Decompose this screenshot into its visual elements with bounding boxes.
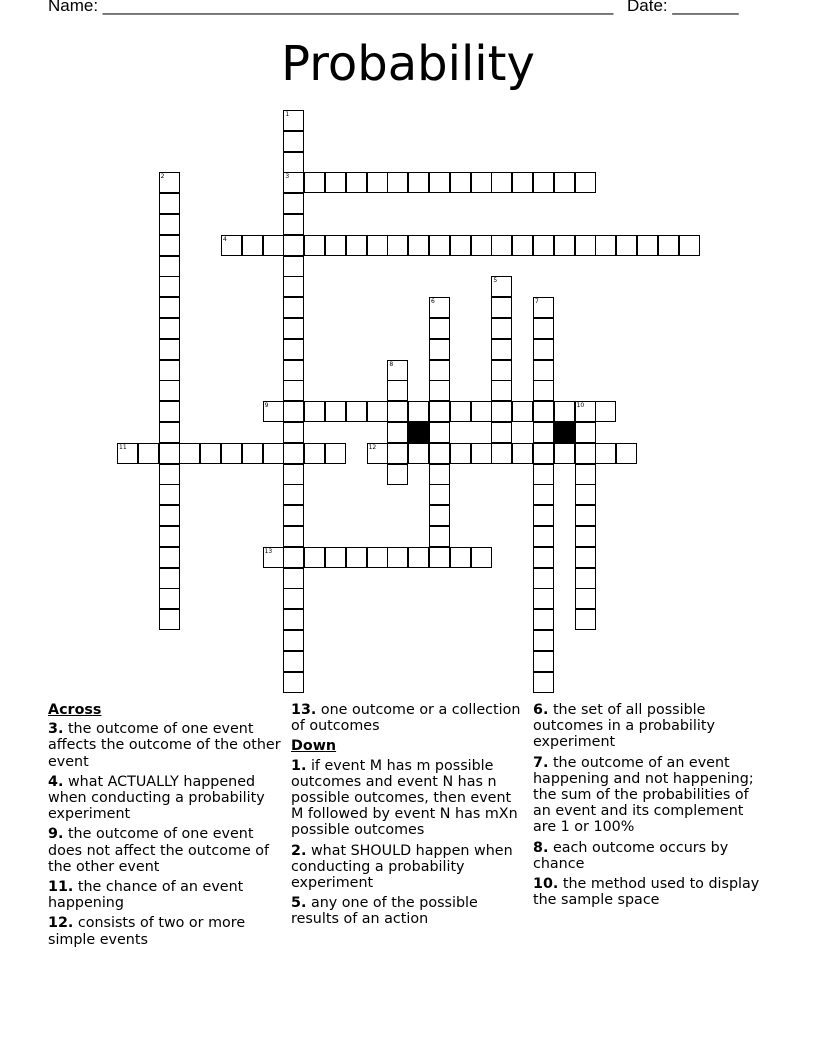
crossword-cell[interactable] — [283, 214, 304, 235]
clues-column-2 — [291, 702, 527, 932]
crossword-cell[interactable] — [283, 505, 304, 526]
crossword-cell[interactable] — [533, 651, 554, 672]
crossword-cell[interactable] — [533, 547, 554, 568]
crossword-cell[interactable] — [554, 235, 575, 256]
crossword-cell[interactable] — [159, 588, 180, 609]
cell-number: 5 — [493, 277, 498, 285]
crossword-cell[interactable] — [159, 360, 180, 381]
crossword-cell[interactable] — [159, 339, 180, 360]
crossword-cell[interactable] — [575, 588, 596, 609]
crossword-cell[interactable] — [346, 547, 367, 568]
cell-number: 9 — [264, 402, 269, 410]
crossword-cell[interactable] — [387, 401, 408, 422]
crossword-cell[interactable] — [304, 443, 325, 464]
crossword-cell[interactable] — [283, 609, 304, 630]
crossword-cell[interactable] — [429, 380, 450, 401]
crossword-cell[interactable] — [283, 422, 304, 443]
crossword-cell[interactable] — [450, 172, 471, 193]
crossword-cell[interactable] — [429, 484, 450, 505]
crossword-cell[interactable] — [263, 401, 284, 422]
crossword-cell[interactable] — [491, 172, 512, 193]
crossword-cell[interactable] — [429, 526, 450, 547]
crossword-cell[interactable] — [575, 422, 596, 443]
cell-number: 10 — [576, 402, 585, 410]
crossword-cell[interactable] — [283, 484, 304, 505]
clue-across-3: 3. the outcome of one event affects the outcome of the other event — [48, 721, 281, 770]
crossword-cell[interactable] — [533, 526, 554, 547]
crossword-cell[interactable] — [283, 672, 304, 693]
crossword-cell[interactable] — [159, 256, 180, 277]
crossword-cell[interactable] — [346, 401, 367, 422]
crossword-cell[interactable] — [387, 422, 408, 443]
clue-down-10: 10. the method used to display the sample space — [533, 876, 760, 909]
crossword-cell[interactable] — [283, 630, 304, 651]
crossword-cell[interactable] — [533, 568, 554, 589]
crossword-cell[interactable] — [616, 443, 637, 464]
crossword-cell[interactable] — [304, 172, 325, 193]
crossword-cell[interactable] — [429, 318, 450, 339]
clue-across-13: 13. one outcome or a collection of outcomes — [291, 702, 521, 735]
crossword-cell[interactable] — [533, 422, 554, 443]
crossword-cell[interactable] — [304, 401, 325, 422]
crossword-cell[interactable] — [429, 422, 450, 443]
across-heading: Across — [48, 702, 102, 718]
crossword-cell[interactable] — [159, 568, 180, 589]
black-square — [554, 422, 575, 443]
crossword-cell[interactable] — [595, 443, 616, 464]
crossword-cell[interactable] — [242, 235, 263, 256]
crossword-cell[interactable] — [450, 235, 471, 256]
crossword-cell[interactable] — [304, 235, 325, 256]
cell-number: 7 — [535, 298, 539, 306]
crossword-cell[interactable] — [263, 547, 284, 568]
crossword-cell[interactable] — [242, 443, 263, 464]
crossword-cell[interactable] — [491, 443, 512, 464]
crossword-cell[interactable] — [575, 484, 596, 505]
crossword-cell[interactable] — [159, 172, 180, 193]
crossword-cell[interactable] — [512, 443, 533, 464]
crossword-cell[interactable] — [533, 235, 554, 256]
crossword-cell[interactable] — [533, 672, 554, 693]
crossword-cell[interactable] — [616, 235, 637, 256]
crossword-cell[interactable] — [429, 547, 450, 568]
cell-number: 6 — [431, 298, 435, 306]
crossword-cell[interactable] — [408, 172, 429, 193]
crossword-cell[interactable] — [554, 443, 575, 464]
crossword-cell[interactable] — [325, 401, 346, 422]
crossword-cell[interactable] — [159, 443, 180, 464]
crossword-cell[interactable] — [491, 235, 512, 256]
crossword-cell[interactable] — [575, 505, 596, 526]
crossword-cell[interactable] — [429, 505, 450, 526]
crossword-cell[interactable] — [283, 235, 304, 256]
crossword-cell[interactable] — [471, 172, 492, 193]
crossword-cell[interactable] — [575, 568, 596, 589]
crossword-cell[interactable] — [159, 422, 180, 443]
crossword-cell[interactable] — [159, 318, 180, 339]
crossword-cell[interactable] — [283, 360, 304, 381]
crossword-cell[interactable] — [159, 609, 180, 630]
crossword-cell[interactable] — [575, 464, 596, 485]
crossword-cell[interactable] — [200, 443, 221, 464]
crossword-cell[interactable] — [533, 588, 554, 609]
crossword-cell[interactable] — [159, 297, 180, 318]
crossword-cell[interactable] — [429, 401, 450, 422]
crossword-cell[interactable] — [387, 380, 408, 401]
crossword-cell[interactable] — [533, 339, 554, 360]
crossword-cell[interactable] — [283, 547, 304, 568]
date-field[interactable]: Date: _______ — [627, 0, 739, 15]
crossword-cell[interactable] — [491, 318, 512, 339]
crossword-cell[interactable] — [533, 318, 554, 339]
crossword-cell[interactable] — [159, 401, 180, 422]
crossword-cell[interactable] — [283, 588, 304, 609]
crossword-cell[interactable] — [346, 172, 367, 193]
crossword-cell[interactable] — [159, 526, 180, 547]
crossword-cell[interactable] — [512, 235, 533, 256]
clue-down-2: 2. what SHOULD happen when conducting a probability experiment — [291, 842, 513, 892]
crossword-cell[interactable] — [512, 401, 533, 422]
clue-across-9: 9. the outcome of one event does not affect the outcome of the other event — [48, 826, 270, 875]
clue-down-6: 6. the set of all possible outcomes in a probability experiment — [533, 702, 715, 751]
crossword-cell[interactable] — [595, 401, 616, 422]
crossword-cell[interactable] — [679, 235, 700, 256]
crossword-cell[interactable] — [159, 505, 180, 526]
crossword-cell[interactable] — [658, 235, 679, 256]
crossword-cell[interactable] — [533, 505, 554, 526]
crossword-cell[interactable] — [491, 360, 512, 381]
crossword-cell[interactable] — [429, 464, 450, 485]
crossword-cell[interactable] — [533, 484, 554, 505]
crossword-cell[interactable] — [367, 443, 388, 464]
crossword-cell[interactable] — [283, 401, 304, 422]
cell-number: 8 — [389, 360, 394, 368]
crossword-cell[interactable] — [533, 297, 554, 318]
crossword-cell[interactable] — [159, 547, 180, 568]
crossword-cell[interactable] — [595, 235, 616, 256]
crossword-cell[interactable] — [575, 443, 596, 464]
crossword-cell[interactable] — [429, 339, 450, 360]
crossword-cell[interactable] — [471, 547, 492, 568]
clue-down-8: 8. each outcome occurs by chance — [533, 839, 729, 872]
crossword-cell[interactable] — [325, 235, 346, 256]
crossword-cell[interactable] — [533, 443, 554, 464]
crossword-cell[interactable] — [221, 235, 242, 256]
crossword-cell[interactable] — [367, 172, 388, 193]
crossword-cell[interactable] — [491, 401, 512, 422]
crossword-cell[interactable] — [491, 297, 512, 318]
crossword-cell[interactable] — [554, 401, 575, 422]
crossword-cell[interactable] — [304, 547, 325, 568]
clue-down-1: 1. if event M has m possible outcomes and event N has n possible outcomes, then event M followed by event N has mXn possible outcomes — [291, 757, 518, 839]
crossword-cell[interactable] — [387, 464, 408, 485]
crossword-cell[interactable] — [283, 172, 304, 193]
crossword-cell[interactable] — [554, 172, 575, 193]
crossword-cell[interactable] — [471, 443, 492, 464]
crossword-cell[interactable] — [575, 609, 596, 630]
crossword-cell[interactable] — [575, 172, 596, 193]
crossword-cell[interactable] — [471, 235, 492, 256]
crossword-cell[interactable] — [283, 110, 304, 131]
crossword-cell[interactable] — [387, 360, 408, 381]
black-square — [408, 422, 429, 443]
crossword-cell[interactable] — [491, 276, 512, 297]
crossword-cell[interactable] — [325, 172, 346, 193]
name-field[interactable]: Name: ______________________________________________________ — [48, 0, 614, 15]
crossword-cell[interactable] — [408, 443, 429, 464]
clue-down-7: 7. the outcome of an event happening and not happening; the sum of the probabilities of an event and its complement are 1 or 100% — [533, 754, 754, 836]
crossword-cell[interactable] — [283, 276, 304, 297]
crossword-cell[interactable] — [367, 235, 388, 256]
crossword-cell[interactable] — [283, 651, 304, 672]
crossword-cell[interactable] — [408, 401, 429, 422]
crossword-cell[interactable] — [387, 443, 408, 464]
crossword-cell[interactable] — [575, 526, 596, 547]
crossword-cell[interactable] — [159, 235, 180, 256]
crossword-cell[interactable] — [325, 547, 346, 568]
cell-number: 11 — [119, 443, 127, 451]
crossword-cell[interactable] — [283, 526, 304, 547]
crossword-cell[interactable] — [283, 464, 304, 485]
crossword-cell[interactable] — [533, 464, 554, 485]
crossword-cell[interactable] — [408, 547, 429, 568]
cell-number: 2 — [160, 173, 165, 181]
crossword-cell[interactable] — [387, 547, 408, 568]
crossword-cell[interactable] — [450, 547, 471, 568]
crossword-cell[interactable] — [159, 484, 180, 505]
crossword-cell[interactable] — [429, 235, 450, 256]
crossword-cell[interactable] — [512, 172, 533, 193]
crossword-cell[interactable] — [575, 547, 596, 568]
crossword-cell[interactable] — [283, 318, 304, 339]
crossword-cell[interactable] — [117, 443, 138, 464]
crossword-cell[interactable] — [533, 630, 554, 651]
page-title: Probability — [281, 36, 535, 92]
crossword-cell[interactable] — [429, 360, 450, 381]
crossword-cell[interactable] — [429, 172, 450, 193]
crossword-cell[interactable] — [283, 256, 304, 277]
crossword-cell[interactable] — [159, 464, 180, 485]
crossword-cell[interactable] — [221, 443, 242, 464]
down-heading: Down — [291, 738, 337, 755]
crossword-cell[interactable] — [471, 401, 492, 422]
cell-number: 3 — [285, 173, 290, 181]
clue-across-11: 11. the chance of an event happening — [48, 879, 244, 912]
crossword-cell[interactable] — [283, 339, 304, 360]
crossword-cell[interactable] — [283, 380, 304, 401]
crossword-cell[interactable] — [533, 401, 554, 422]
crossword-cell[interactable] — [263, 235, 284, 256]
clues-column-3 — [533, 702, 769, 912]
cell-number: 13 — [264, 547, 273, 555]
crossword-cell[interactable] — [637, 235, 658, 256]
crossword-cell[interactable] — [159, 193, 180, 214]
crossword-cell[interactable] — [159, 276, 180, 297]
crossword-cell[interactable] — [263, 443, 284, 464]
crossword-cell[interactable] — [533, 380, 554, 401]
crossword-cell[interactable] — [283, 193, 304, 214]
crossword-cell[interactable] — [367, 547, 388, 568]
crossword-cell[interactable] — [450, 443, 471, 464]
crossword-cell[interactable] — [325, 443, 346, 464]
crossword-cell[interactable] — [450, 401, 471, 422]
crossword-cell[interactable] — [283, 443, 304, 464]
crossword-cell[interactable] — [491, 339, 512, 360]
crossword-cell[interactable] — [491, 422, 512, 443]
crossword-cell[interactable] — [429, 443, 450, 464]
crossword-cell[interactable] — [179, 443, 200, 464]
crossword-cell[interactable] — [346, 235, 367, 256]
crossword-cell[interactable] — [283, 152, 304, 173]
clue-down-5: 5. any one of the possible results of an action — [291, 895, 478, 928]
crossword-cell[interactable] — [533, 172, 554, 193]
crossword-cell[interactable] — [367, 401, 388, 422]
crossword-cell[interactable] — [283, 568, 304, 589]
crossword-cell[interactable] — [283, 297, 304, 318]
crossword-cell[interactable] — [159, 380, 180, 401]
crossword-cell[interactable] — [387, 172, 408, 193]
clue-across-12: 12. consists of two or more simple events — [48, 915, 246, 948]
crossword-cell[interactable] — [533, 360, 554, 381]
crossword-cell[interactable] — [575, 401, 596, 422]
cell-number: 12 — [368, 443, 377, 451]
crossword-cell[interactable] — [283, 131, 304, 152]
crossword-cell[interactable] — [159, 214, 180, 235]
crossword-cell[interactable] — [429, 297, 450, 318]
crossword-cell[interactable] — [408, 235, 429, 256]
crossword-cell[interactable] — [387, 235, 408, 256]
clues-column-1 — [48, 702, 284, 952]
cell-number: 1 — [285, 111, 290, 118]
cell-number: 4 — [223, 235, 227, 243]
crossword-cell[interactable] — [533, 609, 554, 630]
crossword-cell[interactable] — [138, 443, 159, 464]
clue-across-4: 4. what ACTUALLY happened when conducting a probability experiment — [48, 773, 265, 823]
crossword-cell[interactable] — [491, 380, 512, 401]
crossword-cell[interactable] — [575, 235, 596, 256]
